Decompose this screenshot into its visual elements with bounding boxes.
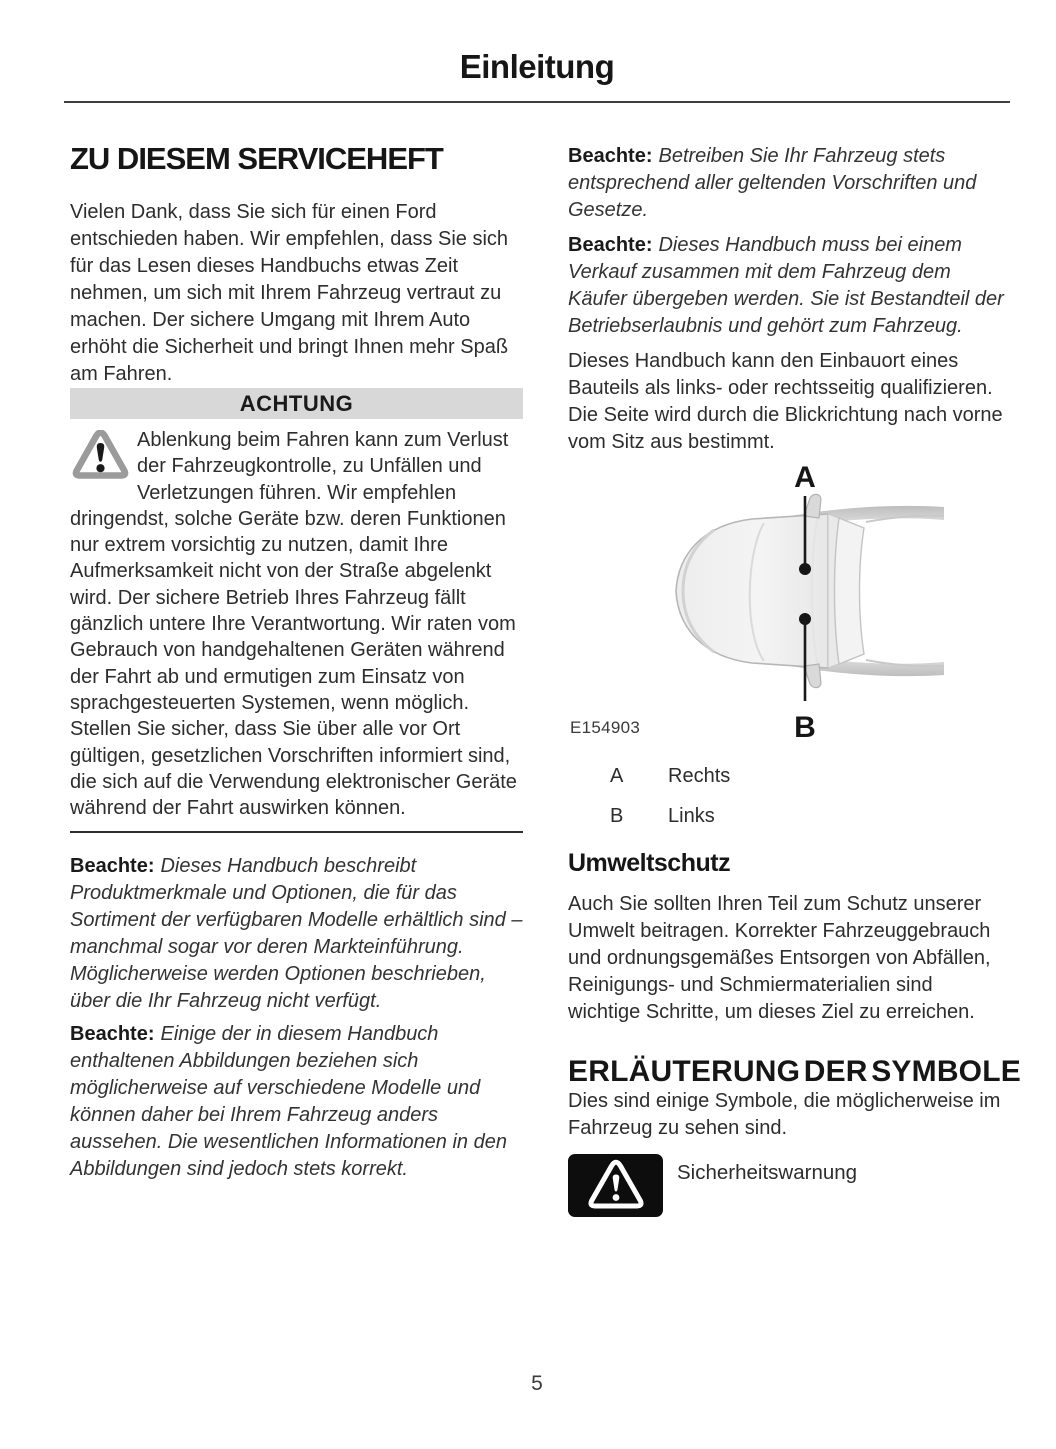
symbols-intro: Dies sind einige Symbole, die möglicherweise im Fahrzeug zu sehen sind. [568,1090,1001,1139]
section-title-serviceheft: ZU DIESEM SERVICEHEFT [70,141,443,176]
warning-block [70,388,523,833]
note-label: Beachte: [70,1023,155,1046]
note-text: Betreiben Sie Ihr Fahrzeug stets entsprechend aller geltenden Vorschriften und Gesetze. [568,145,977,221]
legend-key: A [610,764,624,787]
right-column [568,143,1021,1217]
warning-triangle-icon [72,430,129,481]
car-mirror-right [804,494,821,518]
car-windshield [835,518,865,664]
legend-row [568,756,1010,796]
legend-value: Links [668,804,715,827]
legend-row [568,796,1010,836]
title-divider [64,101,1010,103]
marker-a-label: A [794,461,816,494]
marker-b-label: B [794,711,816,744]
figure-code: E154903 [570,718,641,737]
note-label: Beachte: [568,234,653,256]
note-paragraph [70,853,523,1015]
note-paragraph [70,1021,523,1183]
note-text: Einige der in diesem Handbuch enthaltenen Abbildungen beziehen sich möglicherweise auf verschiedene Modelle und können daher bei Ihrem Fahrzeug anders aussehen. Die wesentlichen Informationen in den Abbildungen sind jedoch stets korrekt. [70,1023,507,1181]
note-paragraph [568,143,1010,224]
figure-legend [568,756,1010,836]
car-mirror-left [804,664,821,688]
safety-warning-icon [568,1154,663,1217]
legend-value: Rechts [668,764,731,787]
car-topview-figure [568,456,1010,748]
symbol-row [568,1154,1010,1217]
note-text: Dieses Handbuch beschreibt Produktmerkmale und Optionen, die für das Sortiment der verfügbaren Modelle erhältlich sind – manchmal sogar vor deren Markteinführung. Möglicherweise werden Optionen beschrieben, über die Ihr Fahrzeug nicht verfügt. [70,855,523,1013]
note-text: Dieses Handbuch muss bei einem Verkauf zusammen mit dem Fahrzeug dem Käufer übergeben werden. Sie ist Bestandteil der Betriebserlaubnis und gehört zum Fahrzeug. [568,234,1004,337]
note-label: Beachte: [568,145,653,167]
note-paragraph [568,232,1010,340]
left-column [70,143,523,1195]
car-topview-illustration [652,456,962,748]
warning-text-wrap [70,419,523,833]
section-title-symbole: ERLÄUTERUNG DER SYMBOLE [568,1055,1021,1088]
warning-banner: ACHTUNG [70,388,523,419]
car-roof [862,522,944,660]
page-title: Einleitung [459,48,615,85]
intro-paragraph: Vielen Dank, dass Sie sich für einen Ford entschieden haben. Wir empfehlen, dass Sie sich für das Lesen dieses Handbuchs etwas Zeit nehmen, um sich mit Ihrem Fahrzeug vertraut zu machen. Der sichere Umgang mit Ihrem Auto erhöht die Sicherheit und bringt Ihnen mehr Spaß am Fahren. [70,201,509,385]
note-label: Beachte: [70,855,155,878]
handedness-paragraph: Dieses Handbuch kann den Einbauort eines Bauteils als links- oder rechtsseitig qualifizieren. Die Seite wird durch die Blickrichtung nach vorne vom Sitz aus bestimmt. [568,350,1003,453]
section-title-umweltschutz: Umweltschutz [568,849,731,877]
environment-paragraph: Auch Sie sollten Ihren Teil zum Schutz unserer Umwelt beitragen. Korrekter Fahrzeuggebrauch und ordnungsgemäßes Entsorgen von Abfällen, Reinigungs- und Schmiermaterialien sind wichtige Schritte, um dieses Ziel zu erreichen. [568,893,991,1023]
legend-key: B [610,804,624,827]
warning-text: Ablenkung beim Fahren kann zum Verlust der Fahrzeugkontrolle, zu Unfällen und Verletzungen führen. Wir empfehlen dringendst, solche Geräte bzw. deren Funktionen nur extrem vorsichtig zu nutzen, damit Ihre Aufmerksamkeit nicht von der Straße abgelenkt wird. Der sichere Betrieb Ihres Fahrzeug fällt gänzlich untere Ihre Verantwortung. Wir raten vom Gebrauch von handgehaltenen Geräten während der Fahrt ab und ermutigen zum Einsatz von sprachgesteuerten Systemen, wenn möglich. Stellen Sie sicher, dass Sie über alle vor Ort gültigen, gesetzlichen Vorschriften informiert sind, die sich auf die Verwendung elektronischer Geräte während der Fahrt auswirken können. [70,429,517,820]
symbol-label: Sicherheitswarnung [677,1161,858,1184]
page-number: 5 [531,1372,543,1395]
